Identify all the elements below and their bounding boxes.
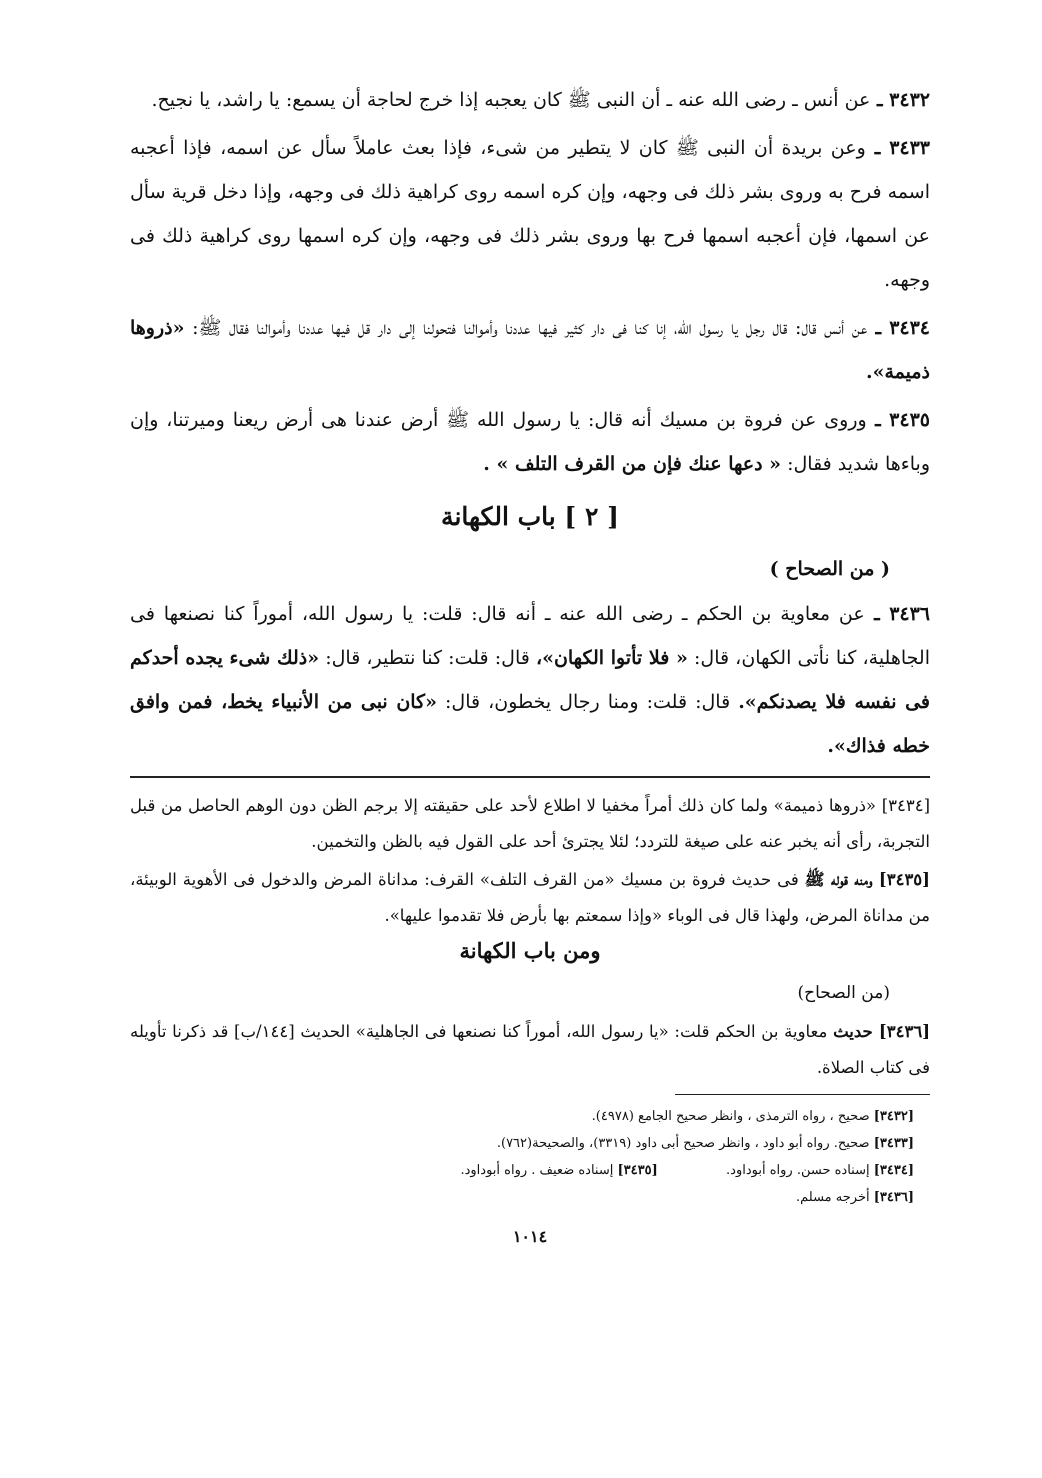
hadith-3435: ٣٤٣٥ ـ وروى عن فروة بن مسيك أنه قال: يا رسول الله ﷺ أرض عندنا هى أرض ريعنا وميرتنا، وإن وباءها شديد فقال: « دعها عنك فإن من القرف التلف » . [130, 409, 930, 475]
hadith-number: ٣٤٣٤ [889, 317, 931, 339]
footnote-text: أخرجه مسلم. [796, 1190, 870, 1205]
commentary-chapter-title: ومن باب الكهانة [459, 938, 601, 963]
commentary-3436 [130, 1014, 930, 1086]
commentary-section-label: (من الصحاح) [797, 983, 890, 1003]
hadith-quote: «كان نبى من الأنبياء يخط، فمن وافق خطه فذاك». [130, 691, 930, 757]
page [130, 78, 930, 1246]
hadith-number: ٣٤٣٦ [889, 603, 931, 625]
commentary-ref: [٣٤٣٥] ومنه قوله ﷺ [804, 870, 930, 889]
hadith-3434: ٣٤٣٤ ـ عن أنس قال: قال رجل يا رسول الله، إنا كنا فى دار كثير فيها عددنا وأموالنا فتحولنا إلى دار قل فيها عددنا وأموالنا فقال ﷺ: «ذروها ذميمة». [130, 317, 931, 383]
footnote [130, 1103, 930, 1130]
hadith-text: وعن بريدة أن النبى ﷺ كان لا يتطير من شىء، فإذا بعث عاملاً سأل عن اسمه، فإذا أعجبه اسمه فرح به وروى بشر ذلك فى وجهه، وإن كره اسمه روى كراهية ذلك فى وجهه، وإذا دخل قرية سأل عن اسمها، فإن أعجبه اسمها فرح بها وروى بشر ذلك فى وجهه، وإن كره اسمها روى كراهية ذلك فى وجهه. [130, 137, 930, 291]
hadith-number: ٣٤٣٥ [889, 409, 930, 431]
footnote-ref: [٣٤٣٤] [873, 1163, 914, 1178]
hadith-quote: « فلا تأتوا الكهان»، [535, 647, 688, 669]
hadith-quote: «ذلك شىء يجده أحدكم فى نفسه فلا يصدنكم». [130, 647, 931, 713]
hadith-text: قال: قلت: كنا نتطير، قال: [325, 647, 530, 669]
commentary-3434 [130, 788, 930, 860]
hadith-number: ٣٤٣٣ [889, 137, 931, 159]
footnote-ref: [٣٤٣٣] [873, 1136, 914, 1151]
hadith-text: عن معاوية بن الحكم ـ رضى الله عنه ـ أنه قال: قلت: يا رسول الله، أموراً كنا نصنعها فى الجاهلية، كنا نأتى الكهان، قال: [130, 603, 930, 669]
hadith-3436: ٣٤٣٦ ـ عن معاوية بن الحكم ـ رضى الله عنه ـ أنه قال: قلت: يا رسول الله، أموراً كنا نصنعها فى الجاهلية، كنا نأتى الكهان، قال: « فلا تأتوا الكهان»، قال: قلت: كنا نتطير، قال: «ذلك شىء يجده أحدكم فى نفسه فلا يصدنكم». قال: قلت: ومنا رجال يخطون، قال: «كان نبى من الأنبياء يخط، فمن وافق خطه فذاك». [130, 603, 931, 757]
footnote-text: إسناده حسن. رواه أبوداود. [726, 1163, 870, 1178]
hadith-3432: ٣٤٣٢ ـ عن أنس ـ رضى الله عنه ـ أن النبى ﷺ كان يعجبه إذا خرج لحاجة أن يسمع: يا راشد، يا نجيح. [151, 89, 930, 111]
footnote-text: صحيح ، رواه الترمذى ، وانظر صحيح الجامع (٤٩٧٨). [591, 1109, 870, 1124]
commentary-text: معاوية بن الحكم قلت: «يا رسول الله، أموراً كنا نصنعها فى الجاهلية» الحديث [١٤٤/ب] قد ذكرنا تأويله فى كتاب الصلاة. [130, 1022, 930, 1077]
footnote-ref: [٣٤٣٦] [873, 1190, 914, 1205]
footnote [130, 1130, 930, 1157]
footnote [130, 1157, 930, 1184]
chapter-title: [ ٢ ] باب الكهانة [441, 502, 619, 531]
hadith-quote: «ذروها ذميمة». [130, 317, 930, 383]
footnote-ref: [٣٤٣٢] [873, 1109, 914, 1124]
hadith-3433: ٣٤٣٣ ـ وعن بريدة أن النبى ﷺ كان لا يتطير من شىء، فإذا بعث عاملاً سأل عن اسمه، فإذا أعجبه اسمه فرح به وروى بشر ذلك فى وجهه، وإن كره اسمه روى كراهية ذلك فى وجهه، وإذا دخل قرية سأل عن اسمها، فإن أعجبه اسمها فرح بها وروى بشر ذلك فى وجهه، وإن كره اسمها روى كراهية ذلك فى وجهه. [130, 137, 931, 291]
commentary-text: «ذروها ذميمة» ولما كان ذلك أمراً مخفيا لا اطلاع لأحد على حقيقته إلا برجم الظن دون الوهم الحاصل من قبل التجربة، رأى أنه يخبر عنه على صيغة للتردد؛ لئلا يجترئ أحد على القول فيه بالظن والتخمين. [130, 796, 930, 851]
commentary-ref: [٣٤٣٦] حديث [833, 1022, 930, 1041]
hadith-text: عن أنس ـ رضى الله عنه ـ أن النبى ﷺ كان يعجبه إذا خرج لحاجة أن يسمع: يا راشد، يا نجيح. [151, 89, 871, 111]
footnote-ref: [٣٤٣٥] [617, 1163, 658, 1178]
page-number: ١٠١٤ [512, 1227, 548, 1246]
footnote-divider [675, 1094, 930, 1095]
commentary-text: فى حديث فروة بن مسيك «من القرف التلف» القرف: مداناة المرض والدخول فى الأهوية الوبيئة، من مداناة المرض، ولهذا قال فى الوباء «وإذا سمعتم بها بأرض فلا تقدموا عليها». [130, 870, 930, 925]
divider [130, 776, 930, 778]
footnote [130, 1184, 930, 1211]
hadith-number: ٣٤٣٢ [889, 89, 930, 111]
footnote-text: إسناده ضعيف . رواه أبوداود. [460, 1163, 614, 1178]
commentary-ref: [٣٤٣٤] [881, 796, 931, 815]
hadith-text: وروى عن فروة بن مسيك أنه قال: يا رسول الله ﷺ أرض عندنا هى أرض ريعنا وميرتنا، وإن وباءها شديد فقال: [130, 409, 930, 475]
section-label: ( من الصحاح ) [769, 558, 890, 580]
hadith-text: قال: قلت: ومنا رجال يخطون، قال: [445, 691, 731, 713]
footnote-text: صحيح. رواه أبو داود ، وانظر صحيح أبى داود (٣٣١٩)، والصحيحة(٧٦٢). [496, 1136, 870, 1151]
commentary-3435 [130, 862, 930, 934]
hadith-quote: « دعها عنك فإن من القرف التلف » . [483, 453, 782, 475]
hadith-text: عن أنس قال: قال رجل يا رسول الله، إنا كنا فى دار كثير فيها عددنا وأموالنا فتحولنا إلى دار قل فيها عددنا وأموالنا فقال ﷺ: [192, 317, 868, 339]
